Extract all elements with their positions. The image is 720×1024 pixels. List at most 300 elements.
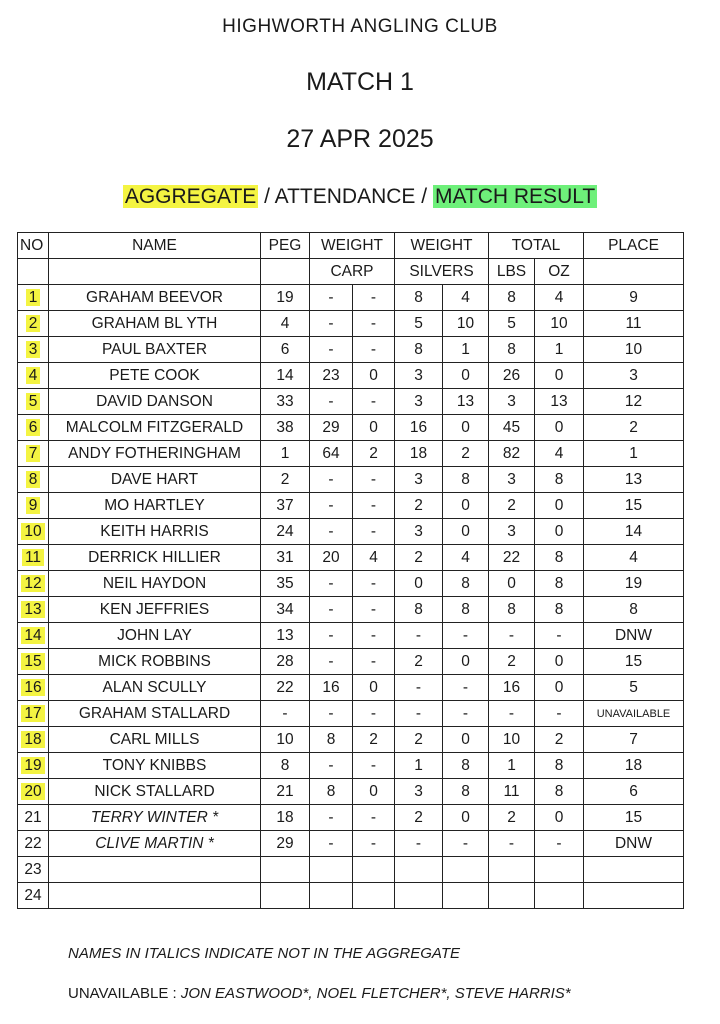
carp-oz-cell: 0 [353,779,395,805]
carp-oz-cell: - [353,467,395,493]
row-number-value: 7 [26,445,41,462]
silvers-oz-cell: 0 [443,415,489,441]
row-number [18,363,49,389]
total-lbs-cell: 2 [489,493,535,519]
place-cell: 6 [584,779,684,805]
place-cell: UNAVAILABLE [584,701,684,727]
carp-lbs-cell: 8 [310,779,353,805]
subheader-blank [584,259,684,285]
angler-name: PETE COOK [49,363,261,389]
row-number [18,753,49,779]
silvers-lbs-cell: 1 [395,753,443,779]
carp-lbs-cell: - [310,831,353,857]
club-title: HIGHWORTH ANGLING CLUB [222,16,498,37]
silvers-oz-cell: - [443,701,489,727]
angler-name: MALCOLM FITZGERALD [49,415,261,441]
angler-name: MO HARTLEY [49,493,261,519]
carp-oz-cell: 4 [353,545,395,571]
row-number [18,857,49,883]
table-row [18,701,684,727]
row-number-value: 14 [21,627,44,644]
total-lbs-cell: 82 [489,441,535,467]
total-lbs-cell: 26 [489,363,535,389]
peg-cell: 14 [261,363,310,389]
legend [0,185,720,209]
total-lbs-cell: 11 [489,779,535,805]
silvers-oz-cell: 8 [443,597,489,623]
angler-name: GRAHAM BL YTH [49,311,261,337]
place-cell: 15 [584,649,684,675]
total-lbs-cell: 22 [489,545,535,571]
table-row [18,597,684,623]
place-cell: 2 [584,415,684,441]
total-oz-cell: - [535,831,584,857]
total-lbs-cell: 5 [489,311,535,337]
row-number-value: 19 [21,757,44,774]
silvers-lbs-cell: 2 [395,493,443,519]
silvers-lbs-cell: 5 [395,311,443,337]
silvers-lbs-cell: 2 [395,545,443,571]
place-cell [584,883,684,909]
silvers-lbs-cell: - [395,675,443,701]
table-row [18,337,684,363]
total-oz-cell: 0 [535,649,584,675]
table-row [18,311,684,337]
total-oz-cell: 8 [535,571,584,597]
place-cell: 7 [584,727,684,753]
total-oz-cell: - [535,623,584,649]
row-number-value: 21 [24,808,42,826]
silvers-oz-cell: 4 [443,285,489,311]
total-lbs-cell: 8 [489,285,535,311]
subheader-lbs: LBS [489,259,535,285]
carp-lbs-cell: - [310,467,353,493]
table-row [18,831,684,857]
silvers-oz-cell: 4 [443,545,489,571]
silvers-lbs-cell: 18 [395,441,443,467]
total-lbs-cell: 3 [489,467,535,493]
angler-name: ALAN SCULLY [49,675,261,701]
carp-oz-cell: - [353,597,395,623]
peg-cell: 2 [261,467,310,493]
row-number-value: 4 [26,367,41,384]
total-oz-cell: 1 [535,337,584,363]
silvers-oz-cell: 0 [443,363,489,389]
row-number [18,571,49,597]
peg-cell: 37 [261,493,310,519]
place-cell: 11 [584,311,684,337]
carp-lbs-cell: - [310,753,353,779]
peg-cell [261,857,310,883]
table-row [18,571,684,597]
carp-lbs-cell: - [310,649,353,675]
row-number-value: 18 [21,731,44,748]
table-row [18,675,684,701]
carp-oz-cell [353,883,395,909]
row-number-value: 22 [24,834,42,852]
angler-name: NEIL HAYDON [49,571,261,597]
row-number-value: 24 [24,886,42,904]
angler-name: CLIVE MARTIN * [49,831,261,857]
peg-cell: 38 [261,415,310,441]
row-number [18,389,49,415]
row-number [18,467,49,493]
total-lbs-cell: 0 [489,571,535,597]
angler-name: GRAHAM STALLARD [49,701,261,727]
angler-name: TONY KNIBBS [49,753,261,779]
results-table [17,232,684,909]
total-lbs-cell: 3 [489,519,535,545]
silvers-lbs-cell: 8 [395,597,443,623]
row-number [18,649,49,675]
carp-oz-cell: - [353,623,395,649]
place-cell: 14 [584,519,684,545]
silvers-oz-cell: 0 [443,805,489,831]
carp-lbs-cell: - [310,285,353,311]
peg-cell [261,883,310,909]
place-cell: 1 [584,441,684,467]
table-row [18,727,684,753]
silvers-oz-cell: 8 [443,467,489,493]
silvers-oz-cell [443,857,489,883]
row-number [18,779,49,805]
subheader-row [18,259,684,285]
header-total: TOTAL [489,233,584,259]
silvers-lbs-cell: 3 [395,389,443,415]
silvers-lbs-cell: 3 [395,519,443,545]
legend-separator: / [415,185,433,208]
carp-lbs-cell: - [310,519,353,545]
carp-oz-cell: 0 [353,363,395,389]
peg-cell: 35 [261,571,310,597]
carp-oz-cell [353,857,395,883]
row-number-value: 1 [26,289,41,306]
row-number [18,597,49,623]
total-oz-cell: 10 [535,311,584,337]
carp-oz-cell: - [353,493,395,519]
table-row [18,415,684,441]
total-lbs-cell: 2 [489,805,535,831]
row-number-value: 17 [21,705,44,722]
peg-cell: 34 [261,597,310,623]
place-cell: DNW [584,831,684,857]
row-number [18,623,49,649]
silvers-oz-cell [443,883,489,909]
row-number-value: 13 [21,601,44,618]
angler-name: KEN JEFFRIES [49,597,261,623]
legend-attendance: ATTENDANCE [274,185,416,208]
carp-lbs-cell [310,857,353,883]
peg-cell: 33 [261,389,310,415]
carp-oz-cell: - [353,649,395,675]
table-row [18,649,684,675]
peg-cell: 8 [261,753,310,779]
peg-cell: 21 [261,779,310,805]
place-cell [584,857,684,883]
row-number-value: 6 [26,419,41,436]
table-row [18,363,684,389]
table-row [18,493,684,519]
carp-oz-cell: - [353,389,395,415]
total-lbs-cell: 2 [489,649,535,675]
table-row [18,883,684,909]
row-number-value: 12 [21,575,44,592]
angler-name: MICK ROBBINS [49,649,261,675]
angler-name: DERRICK HILLIER [49,545,261,571]
row-number [18,545,49,571]
header-weight-silvers: WEIGHT [395,233,489,259]
header-place: PLACE [584,233,684,259]
header-peg: PEG [261,233,310,259]
silvers-oz-cell: 8 [443,571,489,597]
silvers-lbs-cell: 2 [395,727,443,753]
total-oz-cell: 0 [535,493,584,519]
place-cell: 19 [584,571,684,597]
header-name: NAME [49,233,261,259]
subheader-blank [18,259,49,285]
angler-name: DAVID DANSON [49,389,261,415]
silvers-oz-cell: 0 [443,519,489,545]
peg-cell: 31 [261,545,310,571]
carp-lbs-cell: - [310,597,353,623]
angler-name: PAUL BAXTER [49,337,261,363]
place-cell: 18 [584,753,684,779]
place-cell: 12 [584,389,684,415]
subheader-oz: OZ [535,259,584,285]
carp-lbs-cell: 23 [310,363,353,389]
angler-name: NICK STALLARD [49,779,261,805]
place-cell: 10 [584,337,684,363]
row-number [18,883,49,909]
angler-name: GRAHAM BEEVOR [49,285,261,311]
table-row [18,623,684,649]
silvers-lbs-cell: - [395,831,443,857]
peg-cell: 13 [261,623,310,649]
row-number-value: 15 [21,653,44,670]
carp-oz-cell: - [353,805,395,831]
silvers-oz-cell: 1 [443,337,489,363]
peg-cell: 19 [261,285,310,311]
row-number-value: 8 [26,471,41,488]
table-row [18,545,684,571]
angler-name [49,883,261,909]
subheader-blank [49,259,261,285]
carp-oz-cell: - [353,753,395,779]
peg-cell: 24 [261,519,310,545]
carp-oz-cell: - [353,701,395,727]
row-number [18,519,49,545]
place-cell: 8 [584,597,684,623]
angler-name: CARL MILLS [49,727,261,753]
header-no: NO [18,233,49,259]
row-number-value: 16 [21,679,44,696]
row-number [18,285,49,311]
total-oz-cell [535,857,584,883]
silvers-lbs-cell: 2 [395,649,443,675]
peg-cell: 10 [261,727,310,753]
match-title: MATCH 1 [306,68,414,96]
place-cell: DNW [584,623,684,649]
silvers-lbs-cell [395,883,443,909]
carp-lbs-cell: 29 [310,415,353,441]
table-row [18,441,684,467]
row-number-value: 2 [26,315,41,332]
carp-oz-cell: - [353,571,395,597]
total-lbs-cell [489,883,535,909]
carp-oz-cell: 2 [353,727,395,753]
total-oz-cell: 0 [535,415,584,441]
silvers-oz-cell: 0 [443,727,489,753]
row-number [18,415,49,441]
row-number-value: 3 [26,341,41,358]
place-cell: 15 [584,805,684,831]
carp-oz-cell: 0 [353,415,395,441]
carp-lbs-cell: - [310,623,353,649]
carp-lbs-cell [310,883,353,909]
carp-lbs-cell: - [310,493,353,519]
place-cell: 9 [584,285,684,311]
carp-lbs-cell: - [310,571,353,597]
subheader-carp: CARP [310,259,395,285]
total-lbs-cell: 3 [489,389,535,415]
carp-oz-cell: 2 [353,441,395,467]
silvers-lbs-cell: - [395,623,443,649]
carp-lbs-cell: 20 [310,545,353,571]
total-lbs-cell: 45 [489,415,535,441]
carp-oz-cell: - [353,337,395,363]
table-row [18,389,684,415]
total-oz-cell: 8 [535,545,584,571]
peg-cell: 18 [261,805,310,831]
carp-oz-cell: - [353,519,395,545]
total-oz-cell: 4 [535,285,584,311]
row-number-value: 20 [21,783,44,800]
peg-cell: 22 [261,675,310,701]
silvers-oz-cell: 2 [443,441,489,467]
total-lbs-cell: 8 [489,337,535,363]
carp-oz-cell: - [353,285,395,311]
silvers-oz-cell: - [443,675,489,701]
peg-cell: 1 [261,441,310,467]
subheader-silvers: SILVERS [395,259,489,285]
carp-oz-cell: - [353,311,395,337]
peg-cell: 6 [261,337,310,363]
total-oz-cell: 8 [535,753,584,779]
table-row [18,285,684,311]
header-weight-carp: WEIGHT [310,233,395,259]
silvers-oz-cell: - [443,623,489,649]
carp-lbs-cell: - [310,337,353,363]
header-row [18,233,684,259]
row-number [18,831,49,857]
row-number [18,441,49,467]
carp-lbs-cell: 16 [310,675,353,701]
row-number-value: 10 [21,523,44,540]
carp-lbs-cell: 8 [310,727,353,753]
total-oz-cell: 8 [535,467,584,493]
total-lbs-cell: 1 [489,753,535,779]
silvers-oz-cell: 13 [443,389,489,415]
row-number-value: 9 [26,497,41,514]
angler-name: ANDY FOTHERINGHAM [49,441,261,467]
carp-lbs-cell: - [310,805,353,831]
table-row [18,753,684,779]
table-row [18,519,684,545]
total-oz-cell: - [535,701,584,727]
silvers-oz-cell: 0 [443,649,489,675]
italics-note: NAMES IN ITALICS INDICATE NOT IN THE AGGREGATE [68,945,460,962]
table-row [18,467,684,493]
total-lbs-cell: 8 [489,597,535,623]
row-number [18,493,49,519]
silvers-lbs-cell: 3 [395,779,443,805]
angler-name [49,857,261,883]
row-number [18,311,49,337]
silvers-oz-cell: - [443,831,489,857]
unavailable-label: UNAVAILABLE : [68,985,181,1002]
row-number [18,805,49,831]
silvers-lbs-cell: 3 [395,467,443,493]
row-number [18,337,49,363]
place-cell: 4 [584,545,684,571]
row-number-value: 5 [26,393,41,410]
legend-aggregate: AGGREGATE [124,185,257,208]
total-oz-cell: 4 [535,441,584,467]
silvers-lbs-cell: - [395,701,443,727]
total-oz-cell: 13 [535,389,584,415]
peg-cell: 29 [261,831,310,857]
silvers-lbs-cell: 8 [395,285,443,311]
angler-name: JOHN LAY [49,623,261,649]
peg-cell: 28 [261,649,310,675]
total-oz-cell: 8 [535,779,584,805]
total-lbs-cell: - [489,831,535,857]
total-oz-cell: 0 [535,519,584,545]
row-number [18,727,49,753]
unavailable-note [68,985,571,1002]
angler-name: DAVE HART [49,467,261,493]
silvers-lbs-cell: 0 [395,571,443,597]
table-row [18,805,684,831]
total-oz-cell: 0 [535,675,584,701]
carp-lbs-cell: - [310,311,353,337]
legend-separator: / [258,185,275,208]
total-lbs-cell: - [489,623,535,649]
subheader-blank [261,259,310,285]
total-lbs-cell: - [489,701,535,727]
unavailable-names: JON EASTWOOD*, NOEL FLETCHER*, STEVE HARRIS* [180,985,571,1002]
silvers-lbs-cell [395,857,443,883]
row-number [18,675,49,701]
legend-match-result: MATCH RESULT [434,185,596,208]
row-number [18,701,49,727]
silvers-oz-cell: 8 [443,753,489,779]
total-lbs-cell: 16 [489,675,535,701]
place-cell: 3 [584,363,684,389]
carp-lbs-cell: - [310,701,353,727]
silvers-lbs-cell: 3 [395,363,443,389]
angler-name: TERRY WINTER * [49,805,261,831]
silvers-lbs-cell: 16 [395,415,443,441]
carp-oz-cell: - [353,831,395,857]
table-row [18,857,684,883]
silvers-lbs-cell: 8 [395,337,443,363]
carp-oz-cell: 0 [353,675,395,701]
total-oz-cell: 8 [535,597,584,623]
total-lbs-cell [489,857,535,883]
total-oz-cell: 0 [535,363,584,389]
total-lbs-cell: 10 [489,727,535,753]
